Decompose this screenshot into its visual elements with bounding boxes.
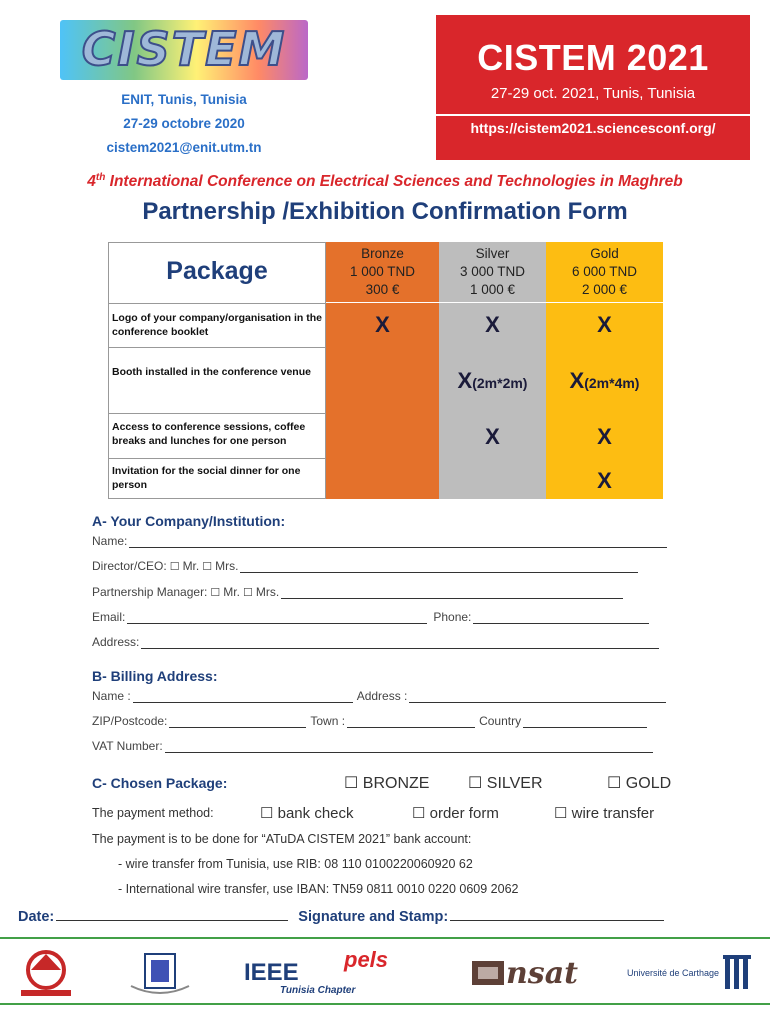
account-note: The payment is to be done for “ATuDA CISTEM 2021” bank account: — [92, 832, 472, 846]
date-label: Date: — [18, 909, 55, 925]
cistem-logo — [60, 20, 308, 80]
zip-field[interactable] — [169, 715, 306, 728]
enit-logo — [14, 945, 78, 1001]
silver-access-mark: X — [485, 424, 500, 449]
order-form-checkbox[interactable]: ☐ — [412, 805, 430, 822]
gold-column — [546, 242, 663, 499]
manager-mr-checkbox[interactable]: ☐ — [210, 587, 221, 599]
bank-check-option[interactable]: ☐ bank check — [260, 805, 354, 822]
feature-booth: Booth installed in the conference venue — [112, 366, 311, 378]
gold-header: Gold 6 000 TND 2 000 € — [571, 246, 638, 297]
carthage-logo-text: Université de Carthage — [626, 968, 720, 978]
silver-header: Silver 3 000 TND 1 000 € — [459, 246, 526, 297]
signature-label: Signature and Stamp: — [298, 909, 449, 925]
gold-booth-mark: X(2m*4m) — [569, 368, 640, 393]
billing-name-field[interactable] — [133, 690, 353, 703]
gold-checkbox[interactable]: ☐ — [607, 775, 626, 792]
ieee-logo-text: IEEE — [244, 959, 299, 986]
insat-logo-text: nsat — [506, 955, 578, 991]
payment-method-label: The payment method: — [92, 806, 214, 820]
wire-transfer-checkbox[interactable]: ☐ — [554, 805, 572, 822]
bronze-checkbox[interactable]: ☐ — [344, 775, 363, 792]
signature-field[interactable] — [450, 907, 664, 921]
bank-check-checkbox[interactable]: ☐ — [260, 805, 278, 822]
iban-note: - International wire transfer, use IBAN: TN59 0811 0010 0220 0609 2062 — [118, 882, 519, 896]
banner-url[interactable]: https://cistem2021.sciencesconf.org/ — [470, 120, 716, 136]
director-mr-checkbox[interactable]: ☐ — [169, 561, 180, 573]
partnership-manager-row: Partnership Manager: ☐ Mr. ☐ Mrs. — [92, 585, 623, 599]
email-field[interactable] — [127, 611, 427, 624]
school-logo — [120, 945, 200, 1001]
manager-mrs-checkbox[interactable]: ☐ — [242, 587, 253, 599]
vat-row: VAT Number: — [92, 739, 653, 753]
rib-note: - wire transfer from Tunisia, use RIB: 08 110 0100220060920 62 — [118, 857, 473, 871]
banner-title: CISTEM 2021 — [477, 37, 709, 78]
date-signature-row — [18, 907, 758, 925]
billing-address-field[interactable] — [409, 690, 666, 703]
conference-title: 4th International Conference on Electrical Sciences and Technologies in Maghreb — [87, 172, 683, 191]
town-field[interactable] — [347, 715, 475, 728]
ieee-pels-logo — [244, 945, 394, 1001]
feature-column — [108, 242, 326, 499]
pels-logo-text: pels — [344, 947, 389, 972]
package-header: Package — [166, 257, 268, 285]
phone-field[interactable] — [473, 611, 649, 624]
bronze-column — [326, 242, 439, 499]
footer-bottom-divider — [0, 1003, 770, 1005]
director-mrs-checkbox[interactable]: ☐ — [202, 561, 213, 573]
gold-option[interactable]: ☐ GOLD — [607, 775, 672, 792]
silver-option[interactable]: ☐ SILVER — [468, 775, 543, 792]
billing-zip-row: ZIP/Postcode: Town : Country — [92, 714, 647, 728]
banner-date: 27-29 oct. 2021, Tunis, Tunisia — [490, 85, 696, 102]
address-row: Address: — [92, 635, 659, 649]
gold-dinner-mark: X — [597, 468, 612, 493]
insat-emblem-icon — [470, 955, 506, 991]
feature-access: Access to conference sessions, coffee breaks and lunches for one person — [112, 421, 306, 447]
country-field[interactable] — [523, 715, 647, 728]
form-title: Partnership /Exhibition Confirmation Form — [142, 198, 628, 225]
date-field[interactable] — [56, 907, 288, 921]
partnership-manager-field[interactable] — [281, 586, 623, 599]
silver-column — [439, 242, 546, 499]
silver-checkbox[interactable]: ☐ — [468, 775, 487, 792]
feature-logo: Logo of your company/organisation in the conference booklet — [112, 312, 323, 338]
director-field[interactable] — [240, 560, 638, 573]
conference-banner — [436, 15, 750, 160]
wire-transfer-option[interactable]: ☐ wire transfer — [554, 805, 655, 822]
billing-name-row: Name : Address : — [92, 689, 666, 703]
company-name-field[interactable] — [129, 535, 667, 548]
bronze-header: Bronze 1 000 TND 300 € — [349, 246, 416, 297]
carthage-logo — [626, 945, 754, 1001]
footer-divider — [0, 937, 770, 939]
bronze-option[interactable]: ☐ BRONZE — [344, 775, 430, 792]
section-b-title: B- Billing Address: — [92, 668, 218, 684]
cistem-logo-text: CISTEM — [81, 22, 287, 76]
company-name-row: Name: — [92, 534, 667, 548]
date-line: 27-29 octobre 2020 — [123, 116, 245, 131]
vat-field[interactable] — [165, 740, 653, 753]
bronze-logo-mark: X — [375, 312, 390, 337]
address-field[interactable] — [141, 636, 659, 649]
section-c-title: C- Chosen Package: — [92, 775, 228, 791]
silver-booth-mark: X(2m*2m) — [457, 368, 528, 393]
insat-logo — [458, 945, 590, 1001]
package-table — [108, 242, 663, 499]
gold-access-mark: X — [597, 424, 612, 449]
order-form-option[interactable]: ☐ order form — [412, 805, 499, 822]
ieee-subtitle: Tunisia Chapter — [280, 985, 356, 996]
gold-logo-mark: X — [597, 312, 612, 337]
email-line: cistem2021@enit.utm.tn — [106, 140, 262, 155]
silver-logo-mark: X — [485, 312, 500, 337]
email-phone-row: Email: Phone: — [92, 610, 649, 624]
director-row: Director/CEO: ☐ Mr. ☐ Mrs. — [92, 559, 638, 573]
feature-dinner: Invitation for the social dinner for one person — [112, 465, 301, 491]
section-a-title: A- Your Company/Institution: — [92, 513, 286, 529]
venue-line: ENIT, Tunis, Tunisia — [121, 92, 247, 107]
carthage-columns-icon — [723, 953, 753, 993]
